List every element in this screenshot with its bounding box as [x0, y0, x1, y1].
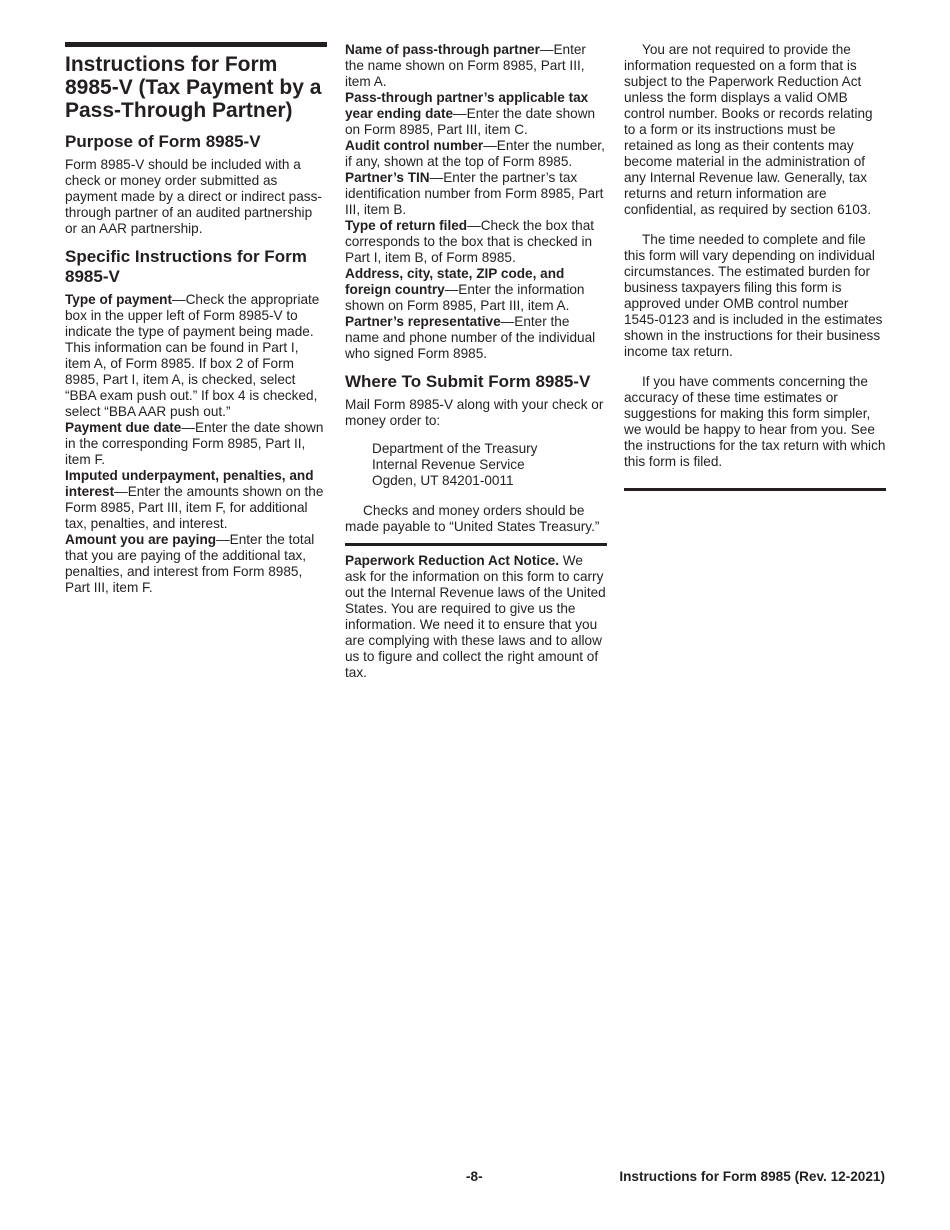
entry-payment-due-date [65, 420, 327, 468]
payable-note: Checks and money orders should be made payable to “United States Treasury.” [345, 503, 600, 534]
entry-text: —Enter the date shown on Form 8985, Part III, item C. [345, 106, 596, 137]
mailing-address [345, 441, 607, 489]
entry-term: Pass-through partner’s applicable tax year ending date [345, 90, 589, 121]
specific-heading: Specific Instructions for Form 8985-V [65, 247, 307, 286]
entry-text: —Enter the partner’s tax identification number from Form 8985, Part III, item B. [345, 170, 604, 217]
paperwork-heading: Paperwork Reduction Act Notice. [345, 553, 560, 568]
entry-term: Audit control number [345, 138, 484, 153]
entry-type-of-return [345, 218, 607, 266]
entry-audit-control-number [345, 138, 607, 170]
entry-text: —Check the box that corresponds to the box that is checked in Part I, item B, of Form 8985. [345, 218, 595, 265]
entry-term: Payment due date [65, 420, 182, 435]
paperwork-p1-text: We ask for the information on this form to carry out the Internal Revenue laws of the United States. You are required to give us the information. We need it to ensure that you are complying with these laws and to allow us to figure and collect the right amount of tax. [345, 553, 606, 680]
entry-term: Partner’s TIN [345, 170, 430, 185]
entry-tax-year-ending [345, 90, 607, 138]
address-line: Internal Revenue Service [372, 457, 525, 472]
paperwork-section [345, 543, 607, 681]
entry-term: Imputed underpayment, penalties, and interest [65, 468, 314, 499]
entry-term: Amount you are paying [65, 532, 217, 547]
column-2 [345, 42, 607, 681]
entry-address [345, 266, 607, 314]
entry-amount-paying [65, 532, 327, 596]
entry-term: Address, city, state, ZIP code, and foreign country [345, 266, 565, 297]
entry-term: Name of pass-through partner [345, 42, 540, 57]
entry-text: —Enter the amounts shown on the Form 8985, Part III, item F, for additional tax, penalties, and interest. [65, 484, 324, 531]
submit-intro: Mail Form 8985-V along with your check or money order to: [345, 397, 604, 428]
end-rule [624, 488, 886, 491]
entry-term: Partner’s representative [345, 314, 501, 329]
address-line: Department of the Treasury [372, 441, 538, 456]
paperwork-p2: You are not required to provide the information requested on a form that is subject to the Paperwork Reduction Act unless the form displays a valid OMB control number. Books or records relating to a form or its instructions must be retained as long as their contents may become material in the administration of any Internal Revenue law. Generally, tax returns and return information are confidential, as required by section 6103. [624, 42, 873, 217]
entry-text: —Enter the total that you are paying of the additional tax, penalties, and interest from Form 8985, Part III, item F. [65, 532, 315, 595]
entry-text: —Enter the information shown on Form 8985, Part III, item A. [345, 282, 585, 313]
entry-partner-tin [345, 170, 607, 218]
paperwork-p3: The time needed to complete and file this form will vary depending on individual circumstances. The estimated burden for business taxpayers filing this form is approved under OMB control number 1545-0123 and is included in the estimates shown in the instructions for their business income tax return. [624, 232, 883, 359]
entry-text: —Enter the date shown in the corresponding Form 8985, Part II, item F. [65, 420, 324, 467]
entry-type-of-payment [65, 292, 327, 420]
address-line: Ogden, UT 84201-0011 [372, 473, 514, 488]
entry-pass-through-name [345, 42, 607, 90]
entry-term: Type of payment [65, 292, 173, 307]
entry-text: —Check the appropriate box in the upper left of Form 8985-V to indicate the type of payment being made. This information can be found in Part I, item A, of Form 8985. If box 2 of Form 8985, Part I, item A, is checked, select “BBA exam push out.” If box 4 is checked, select “BBA AAR push out.” [65, 292, 320, 419]
purpose-heading: Purpose of Form 8985-V [65, 132, 261, 151]
page-number: -8- [466, 1169, 483, 1184]
entry-term: Type of return filed [345, 218, 468, 233]
entry-imputed-underpayment [65, 468, 327, 532]
paperwork-p1 [345, 553, 607, 681]
entry-text: —Enter the name shown on Form 8985, Part III, item A. [345, 42, 586, 89]
column-3 [624, 42, 886, 491]
column-1 [65, 42, 327, 596]
entry-text: —Enter the number, if any, shown at the top of Form 8985. [345, 138, 605, 169]
page-title: Instructions for Form 8985-V (Tax Payment by a Pass-Through Partner) [65, 53, 322, 122]
entry-text: —Enter the name and phone number of the individual who signed Form 8985. [345, 314, 596, 361]
purpose-text: Form 8985-V should be included with a check or money order submitted as payment made by a direct or indirect pass-through partner of an audited partnership or an AAR partnership. [65, 157, 322, 236]
entry-partner-representative [345, 314, 607, 362]
form-reference: Instructions for Form 8985 (Rev. 12-2021) [619, 1169, 885, 1184]
paperwork-p4: If you have comments concerning the accuracy of these time estimates or suggestions for making this form simpler, we would be happy to hear from you. See the instructions for the tax return with which this form is filed. [624, 374, 886, 469]
submit-heading: Where To Submit Form 8985-V [345, 372, 591, 391]
